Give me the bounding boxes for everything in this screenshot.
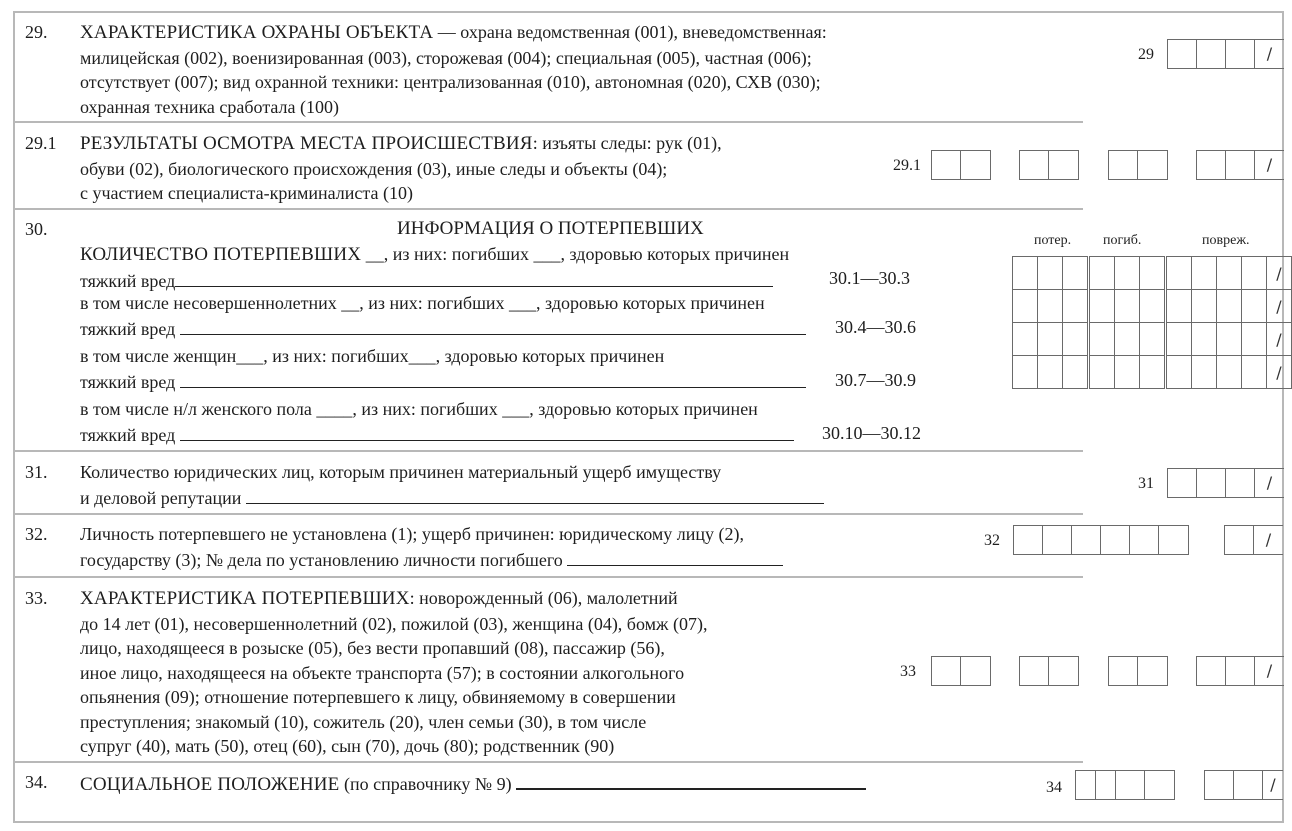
grid-cell[interactable] bbox=[1140, 290, 1166, 323]
code-cell-slash[interactable]: / bbox=[1270, 775, 1276, 794]
code-field-32a[interactable] bbox=[1013, 525, 1189, 555]
text-line: тяжкий вред bbox=[80, 371, 176, 392]
section-number: 34. bbox=[25, 772, 48, 792]
grid-cell-slash[interactable]: / bbox=[1267, 356, 1292, 389]
victims-row-3 bbox=[80, 344, 806, 394]
victims-row-1 bbox=[80, 242, 789, 293]
code-cell[interactable] bbox=[1130, 526, 1159, 554]
code-cell[interactable] bbox=[1226, 40, 1255, 68]
code-field-32b[interactable] bbox=[1224, 525, 1283, 555]
section-number: 30. bbox=[25, 219, 48, 239]
code-cell[interactable] bbox=[1096, 771, 1116, 799]
text-line: лицо, находящееся в розыске (05), без вести пропавший (08), пассажир (56), bbox=[80, 638, 665, 658]
code-cell[interactable] bbox=[1101, 526, 1130, 554]
code-cell-slash[interactable]: / bbox=[1266, 473, 1273, 492]
grid-cell[interactable] bbox=[1115, 290, 1140, 323]
grid-cell[interactable] bbox=[1166, 356, 1192, 389]
grid-row bbox=[1013, 290, 1292, 323]
grid-cell[interactable] bbox=[1089, 323, 1115, 356]
code-cell[interactable] bbox=[1168, 40, 1197, 68]
text-line: и деловой репутации bbox=[80, 487, 242, 508]
code-group-3[interactable] bbox=[1108, 150, 1168, 180]
code-cell[interactable] bbox=[1109, 657, 1138, 685]
code-cell[interactable] bbox=[961, 657, 990, 685]
text-input-line[interactable] bbox=[180, 316, 806, 335]
code-cell[interactable] bbox=[1043, 526, 1072, 554]
section-number: 31. bbox=[25, 462, 48, 482]
code-cell[interactable] bbox=[1138, 657, 1167, 685]
text-line: в том числе женщин___, из них: погибших___, здоровью которых причинен bbox=[80, 346, 665, 366]
grid-cell[interactable] bbox=[1140, 257, 1166, 290]
grid-cell[interactable] bbox=[1089, 356, 1115, 389]
grid-cell[interactable] bbox=[1217, 356, 1242, 389]
grid-cell[interactable] bbox=[1192, 323, 1217, 356]
code-cell[interactable] bbox=[932, 151, 961, 179]
section-title: ХАРАКТЕРИСТИКА ПОТЕРПЕВШИХ bbox=[80, 588, 410, 609]
victims-row-4 bbox=[80, 397, 794, 447]
section-number: 29. bbox=[25, 22, 48, 42]
social-status-input[interactable] bbox=[516, 770, 866, 790]
code-group-4[interactable] bbox=[1196, 150, 1284, 180]
grid-cell[interactable] bbox=[1242, 356, 1267, 389]
code-label: 29 bbox=[1138, 46, 1154, 63]
text-line: — охрана ведомственная (001), вневедомственная: bbox=[433, 22, 827, 42]
row-title: КОЛИЧЕСТВО ПОТЕРПЕВШИХ bbox=[80, 244, 362, 265]
grid-cell[interactable] bbox=[1089, 290, 1115, 323]
grid-cell[interactable] bbox=[1115, 356, 1140, 389]
code-cell[interactable] bbox=[1020, 151, 1049, 179]
grid-cell[interactable] bbox=[1217, 290, 1242, 323]
grid-cell[interactable] bbox=[1192, 356, 1217, 389]
grid-cell[interactable] bbox=[1038, 290, 1063, 323]
text-line: обуви (02), биологического происхождения (03), иные следы и объекты (04); bbox=[80, 158, 668, 179]
section-title: РЕЗУЛЬТАТЫ ОСМОТРА МЕСТА ПРОИСШЕСТВИЯ bbox=[80, 133, 533, 154]
grid-cell[interactable] bbox=[1013, 257, 1038, 290]
grid-cell[interactable] bbox=[1115, 257, 1140, 290]
grid-cell[interactable] bbox=[1013, 323, 1038, 356]
code-label: 33 bbox=[900, 663, 916, 680]
section-divider bbox=[15, 513, 1083, 515]
grid-cell[interactable] bbox=[1242, 290, 1267, 323]
grid-header-killed: погиб. bbox=[1103, 233, 1142, 248]
code-cell[interactable] bbox=[1159, 526, 1188, 554]
text-line: __, из них: погибших ___, здоровью которых причинен bbox=[361, 244, 790, 264]
grid-cell[interactable] bbox=[1115, 323, 1140, 356]
code-cell[interactable] bbox=[1168, 469, 1197, 497]
text-line: охранная техника сработала (100) bbox=[80, 96, 340, 117]
text-input-line[interactable] bbox=[180, 369, 806, 388]
grid-cell[interactable] bbox=[1166, 257, 1192, 290]
text-line: с участием специалиста-криминалиста (10) bbox=[80, 183, 413, 203]
code-label: 31 bbox=[1138, 475, 1154, 492]
code-field-34b[interactable] bbox=[1204, 770, 1283, 800]
section-divider bbox=[15, 576, 1083, 578]
code-cell[interactable] bbox=[1226, 469, 1255, 497]
code-cell[interactable] bbox=[932, 657, 961, 685]
code-range: 30.7—30.9 bbox=[835, 370, 916, 390]
section-text bbox=[80, 131, 722, 206]
text-input-line[interactable] bbox=[180, 422, 794, 441]
code-field-29[interactable] bbox=[1167, 39, 1284, 69]
grid-cell-slash[interactable]: / bbox=[1267, 323, 1292, 356]
text-line: Личность потерпевшего не установлена (1); ущерб причинен: юридическому лицу (2), bbox=[80, 524, 745, 544]
code-cell[interactable] bbox=[1116, 771, 1145, 799]
grid-cell[interactable] bbox=[1038, 356, 1063, 389]
code-cell[interactable] bbox=[1225, 526, 1254, 554]
grid-cell[interactable] bbox=[1192, 257, 1217, 290]
code-cell[interactable] bbox=[1020, 657, 1049, 685]
section-number: 29.1 bbox=[25, 133, 57, 153]
section-title: СОЦИАЛЬНОЕ ПОЛОЖЕНИЕ bbox=[80, 774, 340, 795]
grid-cell[interactable] bbox=[1089, 257, 1115, 290]
grid-cell[interactable] bbox=[1242, 323, 1267, 356]
code-cell[interactable] bbox=[1014, 526, 1043, 554]
victims-row-2 bbox=[80, 291, 806, 341]
code-label: 32 bbox=[984, 532, 1000, 549]
code-cell[interactable] bbox=[1226, 657, 1255, 685]
code-cell[interactable] bbox=[1197, 151, 1226, 179]
grid-cell-slash[interactable]: / bbox=[1267, 257, 1292, 290]
section-text bbox=[80, 20, 827, 119]
code-group-3[interactable] bbox=[1108, 656, 1168, 686]
section-divider bbox=[15, 450, 1083, 452]
code-field-31[interactable] bbox=[1167, 468, 1284, 498]
code-cell[interactable] bbox=[1145, 771, 1174, 799]
grid-cell[interactable] bbox=[1242, 257, 1267, 290]
grid-cell[interactable] bbox=[1038, 323, 1063, 356]
section-text bbox=[80, 522, 783, 572]
text-input-line[interactable] bbox=[246, 485, 824, 504]
text-line: государству (3); № дела по установлению личности погибшего bbox=[80, 549, 563, 570]
code-group-2[interactable] bbox=[1019, 656, 1079, 686]
grid-cell[interactable] bbox=[1063, 356, 1089, 389]
text-line: милицейская (002), военизированная (003), сторожевая (004); специальная (005), частная (006); bbox=[80, 47, 812, 68]
code-field-34a[interactable] bbox=[1075, 770, 1175, 800]
grid-cell[interactable] bbox=[1217, 323, 1242, 356]
code-cell-slash[interactable]: / bbox=[1266, 155, 1273, 174]
code-cell[interactable] bbox=[1226, 151, 1255, 179]
section-number: 32. bbox=[25, 524, 48, 544]
grid-cell[interactable] bbox=[1063, 257, 1089, 290]
code-cell-slash[interactable]: / bbox=[1265, 530, 1272, 549]
code-cell[interactable] bbox=[1072, 526, 1101, 554]
code-cell[interactable] bbox=[1197, 657, 1226, 685]
code-group-1[interactable] bbox=[931, 656, 991, 686]
victims-code-grid[interactable] bbox=[1012, 256, 1292, 389]
code-label: 34 bbox=[1046, 779, 1062, 796]
grid-cell[interactable] bbox=[1192, 290, 1217, 323]
code-group-1[interactable] bbox=[931, 150, 991, 180]
section-text bbox=[80, 460, 824, 510]
grid-cell[interactable] bbox=[1063, 323, 1089, 356]
text-line: отсутствует (007); вид охранной техники: централизованная (010), автономная (020), СХВ (030); bbox=[80, 72, 821, 92]
text-line: иное лицо, находящееся на объекте транспорта (57); в состоянии алкогольного bbox=[80, 662, 685, 683]
text-line: в том числе несовершеннолетних __, из них: погибших ___, здоровью которых причинен bbox=[80, 293, 765, 313]
text-line: : изъяты следы: рук (01), bbox=[532, 133, 722, 153]
grid-header-victims: потер. bbox=[1034, 233, 1072, 248]
code-range: 30.4—30.6 bbox=[835, 317, 916, 337]
code-cell[interactable] bbox=[1138, 151, 1167, 179]
grid-cell[interactable] bbox=[1063, 290, 1089, 323]
code-cell[interactable] bbox=[1197, 469, 1226, 497]
code-group-4[interactable] bbox=[1196, 656, 1284, 686]
section-number: 33. bbox=[25, 588, 48, 608]
code-cell[interactable] bbox=[1049, 657, 1078, 685]
grid-row bbox=[1013, 323, 1292, 356]
text-line: тяжкий вред bbox=[80, 318, 176, 339]
grid-header-injured: повреж. bbox=[1202, 233, 1250, 248]
section-text bbox=[80, 770, 866, 798]
text-line: Количество юридических лиц, которым причинен материальный ущерб имуществу bbox=[80, 462, 722, 482]
code-cell[interactable] bbox=[961, 151, 990, 179]
text-line: (по справочнику № 9) bbox=[339, 774, 517, 794]
grid-cell[interactable] bbox=[1217, 257, 1242, 290]
grid-cell[interactable] bbox=[1166, 323, 1192, 356]
case-number-input[interactable] bbox=[567, 547, 783, 566]
text-line: тяжкий вред bbox=[80, 270, 176, 291]
section-divider bbox=[15, 208, 1083, 210]
grid-cell[interactable] bbox=[1013, 290, 1038, 323]
grid-row bbox=[1013, 356, 1292, 389]
grid-cell[interactable] bbox=[1038, 257, 1063, 290]
text-line: в том числе н/л женского пола ____, из них: погибших ___, здоровью которых причинен bbox=[80, 399, 758, 419]
text-line: супруг (40), мать (50), отец (60), сын (70), дочь (80); родственник (90) bbox=[80, 736, 615, 756]
grid-cell[interactable] bbox=[1140, 323, 1166, 356]
code-cell[interactable] bbox=[1076, 771, 1096, 799]
text-line: : новорожденный (06), малолетний bbox=[409, 588, 678, 608]
section-text bbox=[80, 586, 707, 759]
code-range: 30.1—30.3 bbox=[829, 268, 910, 288]
text-line: тяжкий вред bbox=[80, 424, 176, 445]
code-cell[interactable] bbox=[1109, 151, 1138, 179]
section-divider bbox=[15, 121, 1083, 123]
text-line: до 14 лет (01), несовершеннолетний (02), пожилой (03), женщина (04), бомж (07), bbox=[80, 613, 708, 634]
code-label: 29.1 bbox=[893, 157, 921, 174]
code-cell[interactable] bbox=[1234, 771, 1263, 799]
code-cell[interactable] bbox=[1205, 771, 1234, 799]
grid-row bbox=[1013, 257, 1292, 290]
section-title: ХАРАКТЕРИСТИКА ОХРАНЫ ОБЪЕКТА bbox=[80, 22, 434, 43]
section-divider bbox=[15, 761, 1083, 763]
code-cell-slash[interactable]: / bbox=[1266, 661, 1273, 680]
section-heading: ИНФОРМАЦИЯ О ПОТЕРПЕВШИХ bbox=[397, 218, 704, 239]
code-cell[interactable] bbox=[1049, 151, 1078, 179]
text-line: опьянения (09); отношение потерпевшего к лицу, обвиняемому в совершении bbox=[80, 687, 676, 707]
code-range: 30.10—30.12 bbox=[822, 423, 921, 443]
code-group-2[interactable] bbox=[1019, 150, 1079, 180]
grid-cell[interactable] bbox=[1166, 290, 1192, 323]
text-line: преступления; знакомый (10), сожитель (20), член семьи (30), в том числе bbox=[80, 711, 647, 732]
grid-cell[interactable] bbox=[1013, 356, 1038, 389]
grid-cell-slash[interactable]: / bbox=[1267, 290, 1292, 323]
grid-cell[interactable] bbox=[1140, 356, 1166, 389]
code-cell[interactable] bbox=[1197, 40, 1226, 68]
code-cell-slash[interactable]: / bbox=[1266, 44, 1273, 63]
text-input-line[interactable] bbox=[175, 268, 773, 287]
